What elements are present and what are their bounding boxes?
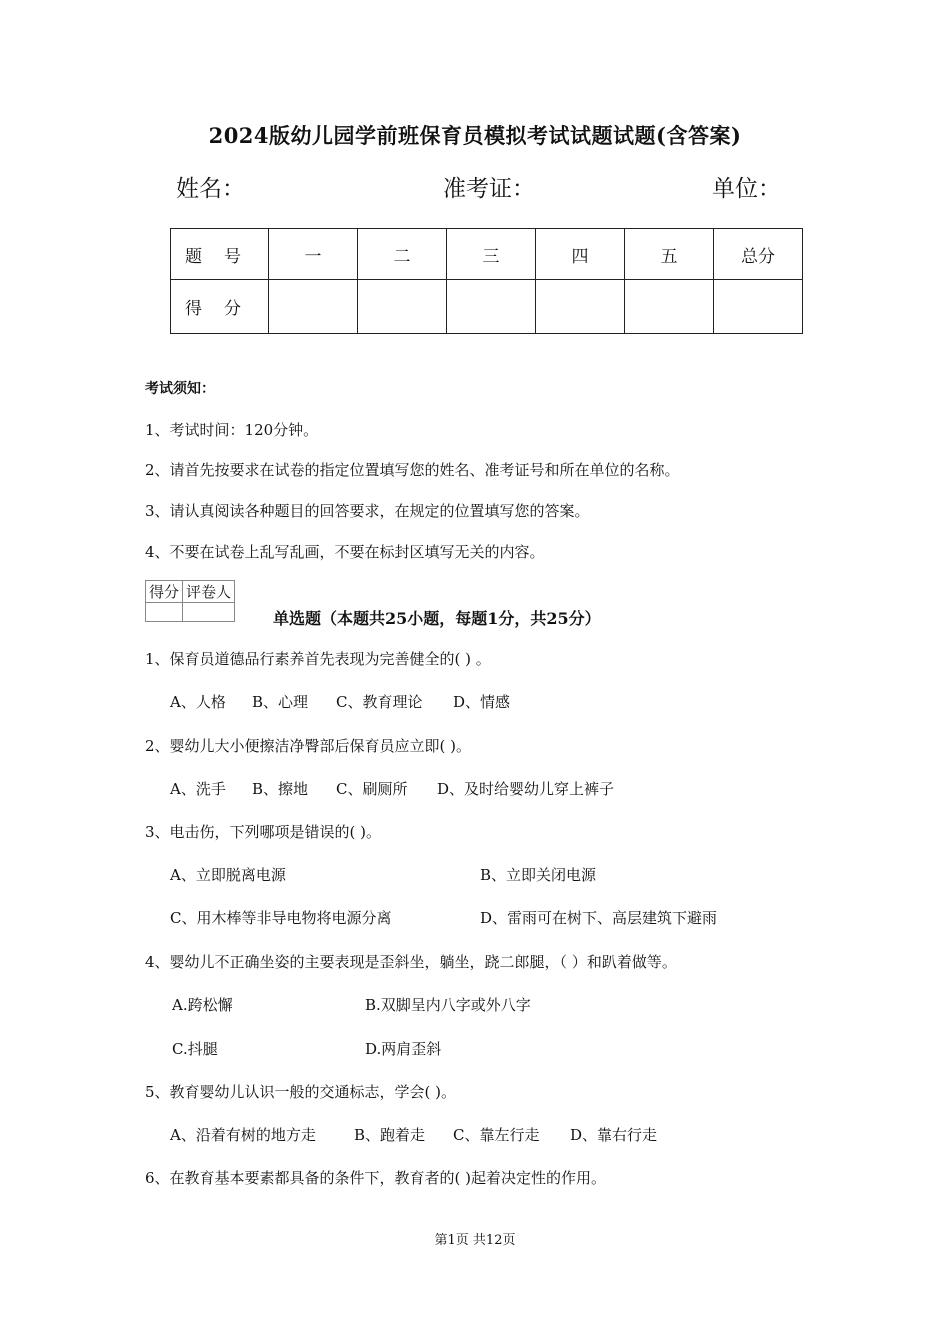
option: A、洗手	[170, 780, 226, 798]
score-cell[interactable]	[536, 280, 625, 334]
option: C、靠左行走	[453, 1126, 540, 1144]
grader-box-grader-label: 评卷人	[183, 581, 235, 603]
score-table-col-3: 三	[447, 229, 536, 280]
page-footer: 第1页 共12页	[434, 1233, 516, 1248]
option: A、沿着有树的地方走	[170, 1126, 316, 1144]
option: A、立即脱离电源	[170, 866, 286, 884]
question-text: 5、教育婴幼儿认识一般的交通标志，学会( )。	[145, 1083, 457, 1101]
score-table-col-5: 五	[625, 229, 714, 280]
grader-box	[145, 580, 235, 622]
notice-item: 3、请认真阅读各种题目的回答要求，在规定的位置填写您的答案。	[145, 502, 590, 520]
option: D、雷雨可在树下、高层建筑下避雨	[480, 909, 718, 927]
grader-box-score-cell[interactable]	[146, 603, 183, 622]
option: D、靠右行走	[570, 1126, 658, 1144]
option: A、人格	[170, 693, 226, 711]
question-text: 1、保育员道德品行素养首先表现为完善健全的( ) 。	[145, 650, 491, 668]
option: C、教育理论	[336, 693, 423, 711]
option: B、立即关闭电源	[480, 866, 597, 884]
score-table-header-label: 题号	[171, 229, 269, 280]
score-cell[interactable]	[625, 280, 714, 334]
page-title: 2024版幼儿园学前班保育员模拟考试试题试题(含答案)	[208, 123, 742, 148]
question-text: 4、婴幼儿不正确坐姿的主要表现是歪斜坐，躺坐，跷二郎腿，（ ）和趴着做等。	[145, 953, 677, 971]
option: B、擦地	[252, 780, 309, 798]
notice-item: 4、不要在试卷上乱写乱画，不要在标封区填写无关的内容。	[145, 543, 545, 561]
option: A.跨松懈	[172, 996, 233, 1014]
score-table-col-total: 总分	[714, 229, 803, 280]
option: B.双脚呈内八字或外八字	[365, 996, 531, 1014]
score-cell[interactable]	[358, 280, 447, 334]
notice-heading: 考试须知：	[145, 381, 215, 397]
score-cell[interactable]	[269, 280, 358, 334]
question-text: 3、电击伤，下列哪项是错误的( )。	[145, 823, 382, 841]
question-text: 6、在教育基本要素都具备的条件下，教育者的( )起着决定性的作用。	[145, 1169, 607, 1187]
option: D、及时给婴幼儿穿上裤子	[437, 780, 615, 798]
option: C.抖腿	[172, 1040, 218, 1058]
option: D.两肩歪斜	[365, 1040, 442, 1058]
question-text: 2、婴幼儿大小便擦洁净臀部后保育员应立即( )。	[145, 737, 472, 755]
option: D、情感	[453, 693, 511, 711]
score-table-row-label: 得分	[171, 280, 269, 334]
notice-item: 2、请首先按要求在试卷的指定位置填写您的姓名、准考证号和所在单位的名称。	[145, 461, 680, 479]
score-table-col-2: 二	[358, 229, 447, 280]
option: C、用木棒等非导电物将电源分离	[170, 909, 392, 927]
option: B、心理	[252, 693, 309, 711]
score-table	[170, 228, 803, 334]
score-table-col-1: 一	[269, 229, 358, 280]
unit-field-label: 单位：	[712, 176, 781, 202]
notice-item: 1、考试时间：120分钟。	[145, 421, 319, 439]
grader-box-grader-cell[interactable]	[183, 603, 235, 622]
score-cell[interactable]	[447, 280, 536, 334]
score-cell[interactable]	[714, 280, 803, 334]
score-table-col-4: 四	[536, 229, 625, 280]
exam-id-field-label: 准考证：	[443, 176, 535, 202]
option: C、刷厕所	[336, 780, 408, 798]
option: B、跑着走	[354, 1126, 426, 1144]
grader-box-score-label: 得分	[146, 581, 183, 603]
section-title: 单选题（本题共25小题，每题1分，共25分）	[273, 609, 601, 628]
name-field-label: 姓名：	[176, 176, 245, 202]
